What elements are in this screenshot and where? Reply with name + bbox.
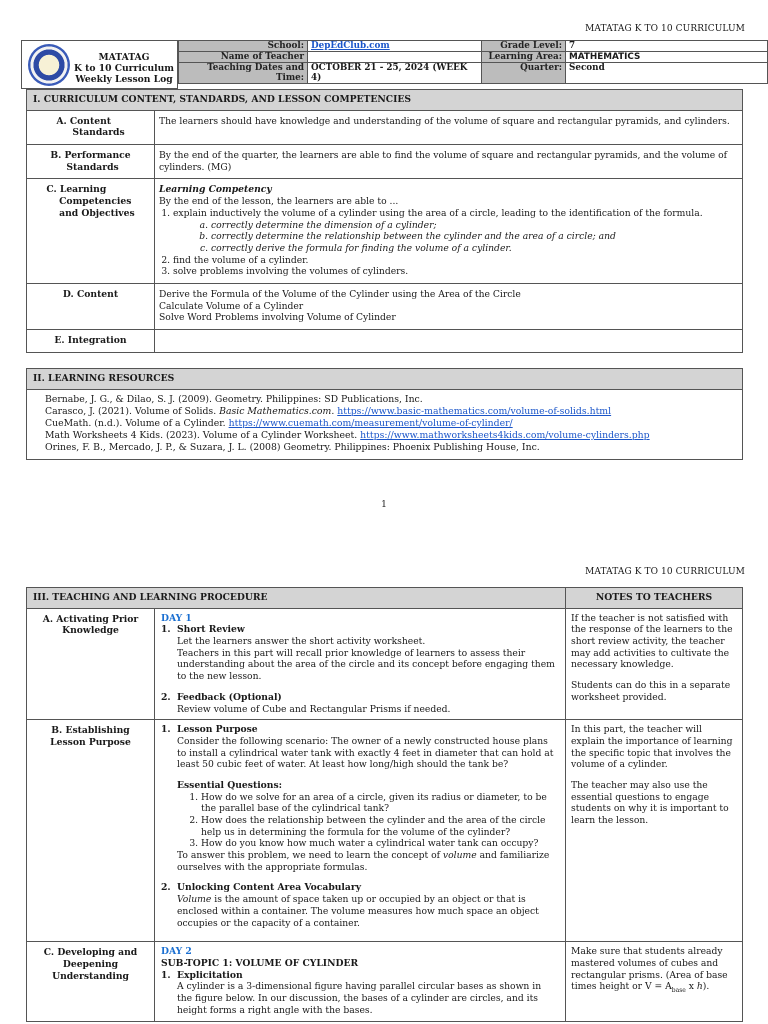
logo-cell <box>21 40 178 89</box>
reference-item: Carasco, J. (2021). Volume of Solids. Basic Mathematics.com. https://www.basic-mathematics.com/volume-of-solids.html <box>45 405 612 417</box>
short-review-title: 1. Short Review <box>161 624 245 636</box>
section-3-title: III. TEACHING AND LEARNING PROCEDURE <box>27 588 566 609</box>
explicitation-title: 1. Explicitation <box>161 969 243 981</box>
curriculum-label: MATATAG K TO 10 CURRICULUM <box>585 24 745 34</box>
question-item: 2. How does the relationship between the cylinder and the area of the circle help us in determining the formula for the volume of the cylinder? <box>201 815 559 838</box>
question-item: 1. How do we solve for an area of a circle, given its radius or diameter, to be the parallel base of the cylindrical tank? <box>201 792 559 815</box>
day-label: DAY 2 <box>161 946 192 958</box>
volume-definition: Volume is the amount of space taken up or occupied by an object or that is enclosed within a container. The volume measures how much space an object occupies or the capacity of a container. <box>177 894 539 929</box>
competency-intro: By the end of the lesson, the learners are able to ... <box>159 196 399 208</box>
reference-item: Math Worksheets 4 Kids. (2023). Volume of a Cylinder Worksheet. https://www.mathworksheets4kids.com/volume-cylinders.php <box>45 429 650 441</box>
performance-standards-text: By the end of the quarter, the learners are able to find the volume of square and rectangular pyramids, and the volume of cylinders. (MG) <box>155 145 743 179</box>
short-review-text: Teachers in this part will recall prior knowledge of learners to assess their understanding about the area of the circle and its concept before engaging them to the new lesson. <box>177 647 555 683</box>
competency-title: Learning Competency <box>159 184 272 196</box>
content-label: D. Content <box>27 283 155 329</box>
resources-list <box>26 390 743 460</box>
feedback-title: 2. Feedback (Optional) <box>161 691 282 703</box>
sub-objective-item: b. correctly determine the relationship between the cylinder and the area of a circle; and <box>211 231 738 243</box>
objective-item: 3. solve problems involving the volumes of cylinders. <box>173 266 738 278</box>
content-standards-label: A. Content Standards <box>27 110 155 144</box>
establishing-lesson-purpose-text <box>155 720 566 942</box>
scenario-text: Consider the following scenario: The owner of a newly constructed house plans to install a cylindrical water tank with exactly 4 feet in diameter that can hold at least 50 cubic feet of water. At least how long/high should the tank be? <box>177 735 554 771</box>
establishing-notes <box>566 720 743 942</box>
developing-notes <box>566 942 743 1022</box>
sub-objectives-list <box>173 220 738 255</box>
note-text: The teacher may also use the essential questions to engage students on why it is important to learn the lesson. <box>571 779 729 826</box>
note-text: Students can do this in a separate worksheet provided. <box>571 680 731 703</box>
content-text: Derive the Formula of the Volume of the Cylinder using the Area of the Circle Calculate Volume of a Cylinder Solve Word Problems involving Volume of Cylinder <box>155 283 743 329</box>
quarter-value: Second <box>566 63 768 84</box>
answer-text: To answer this problem, we need to learn the concept of volume and familiarize ourselves with the appropriate formulas. <box>177 850 550 873</box>
dates-label: Teaching Dates and Time: <box>179 63 308 84</box>
developing-understanding-label: C. Developing and Deepening Understanding <box>27 942 155 1022</box>
activating-prior-knowledge-label: A. Activating Prior Knowledge <box>27 608 155 720</box>
reference-link[interactable]: https://www.cuemath.com/measurement/volume-of-cylinder/ <box>228 417 513 429</box>
teacher-value <box>308 52 482 63</box>
school-link[interactable]: DepEdClub.com <box>311 41 390 51</box>
grade-label: Grade Level: <box>482 41 566 52</box>
reference-link[interactable]: https://www.basic-mathematics.com/volume-of-solids.html <box>337 405 612 417</box>
explicitation-text: A cylinder is a 3-dimensional figure having parallel circular bases as shown in the figure below. In our discussion, the bases of a cylinder are circles, and its height forms a right angle with the bases. <box>177 981 542 1016</box>
area-label: Learning Area: <box>482 52 566 63</box>
section-2-title: II. LEARNING RESOURCES <box>26 368 743 390</box>
subtopic-title: SUB-TOPIC 1: VOLUME OF CYLINDER <box>161 957 359 969</box>
competencies-label: C. Learning Competencies and Objectives <box>27 179 155 284</box>
activating-notes <box>566 608 743 720</box>
objectives-list <box>159 208 738 278</box>
integration-text <box>155 330 743 353</box>
question-item: 3. How do you know how much water a cylindrical water tank can occupy? <box>201 838 559 850</box>
performance-standards-label: B. Performance Standards <box>27 145 155 179</box>
content-standards-text: The learners should have knowledge and understanding of the volume of square and rectangular pyramids, and cylinders. <box>155 110 743 144</box>
area-value: MATHEMATICS <box>566 52 768 63</box>
curriculum-label: MATATAG K TO 10 CURRICULUM <box>585 567 745 577</box>
unlocking-title: 2. Unlocking Content Area Vocabulary <box>161 882 362 894</box>
school-label: School: <box>179 41 308 52</box>
learning-resources <box>26 368 743 460</box>
logo-text: MATATAG K to 10 Curriculum Weekly Lesson Log <box>73 52 175 86</box>
reference-item: Orines, F. B., Mercado, J. P., & Suzara, J. L. (2008) Geometry. Philippines: Phoenix Publishing House, Inc. <box>45 442 540 453</box>
reference-item: Bernabe, J. G., & Dilao, S. J. (2009). Geometry. Philippines: SD Publications, Inc. <box>45 393 423 405</box>
lesson-purpose-title: 1. Lesson Purpose <box>161 724 258 736</box>
curriculum-content-table <box>26 89 743 353</box>
day-label: DAY 1 <box>161 612 192 624</box>
reference-link[interactable]: https://www.mathworksheets4kids.com/volume-cylinders.php <box>360 429 650 441</box>
objective-item: 2. find the volume of a cylinder. <box>173 255 738 267</box>
note-text: If the teacher is not satisfied with the response of the learners to the short review activity, the teacher may add activities to cultivate the necessary knowledge. <box>571 612 733 671</box>
quarter-label: Quarter: <box>482 63 566 84</box>
lesson-log-header <box>21 40 768 89</box>
integration-label: E. Integration <box>27 330 155 353</box>
page-number: 1 <box>381 500 387 510</box>
essential-questions-title: Essential Questions: <box>177 779 283 791</box>
objective-item: 1. explain inductively the volume of a cylinder using the area of a circle, leading to the identification of the formula. a. correctly determine the dimension of a cylinder; b. correctly determine the relationship between the cylinder and the area of a circle; and c. correctly derive the formula for finding the volume of a cylinder. <box>173 208 738 255</box>
header-info-table <box>178 40 768 84</box>
sub-objective-item: a. correctly determine the dimension of a cylinder; <box>211 220 738 232</box>
establishing-lesson-purpose-label: B. Establishing Lesson Purpose <box>27 720 155 942</box>
short-review-text: Let the learners answer the short activity worksheet. <box>177 636 426 648</box>
essential-questions-list <box>161 792 559 850</box>
teacher-label: Name of Teacher <box>179 52 308 63</box>
sub-objective-item: c. correctly derive the formula for finding the volume of a cylinder. <box>211 243 738 255</box>
notes-title: NOTES TO TEACHERS <box>566 588 743 609</box>
feedback-text: Review volume of Cube and Rectangular Prisms if needed. <box>177 703 451 715</box>
teaching-procedure-table <box>26 587 743 1022</box>
note-text: Make sure that students already mastered volumes of cubes and rectangular prisms. (Area of base times height or $V = A_{base}$ x h). <box>571 946 728 995</box>
school-value <box>308 41 482 52</box>
competencies-text <box>155 179 743 284</box>
reference-item: CueMath. (n.d.). Volume of a Cylinder. https://www.cuemath.com/measurement/volume-of-cylinder/ <box>45 417 513 429</box>
developing-understanding-text <box>155 942 566 1022</box>
grade-value: 7 <box>566 41 768 52</box>
note-text: In this part, the teacher will explain the importance of learning the specific topic that involves the volume of a cylinder. <box>571 724 733 771</box>
dates-value: OCTOBER 21 - 25, 2024 (WEEK 4) <box>308 63 482 84</box>
deped-seal-icon <box>28 44 70 86</box>
section-1-title: I. CURRICULUM CONTENT, STANDARDS, AND LESSON COMPETENCIES <box>27 90 743 111</box>
activating-prior-knowledge-text <box>155 608 566 720</box>
